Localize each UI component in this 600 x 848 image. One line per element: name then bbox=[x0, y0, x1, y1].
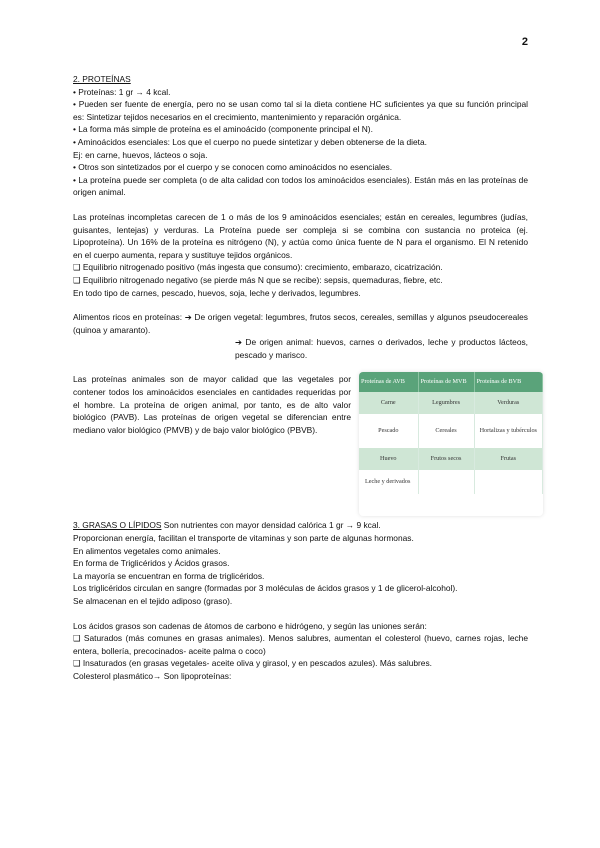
table-cell: Verduras bbox=[474, 392, 542, 414]
table-cell: Legumbres bbox=[418, 392, 474, 414]
document-body bbox=[73, 73, 537, 683]
table-cell: Cereales bbox=[418, 414, 474, 448]
protein-value-table bbox=[359, 372, 543, 494]
list-item-equilibrio-negativo: ❑ Equilibrio nitrogenado negativo (se pierde más N que se recibe): sepsis, quemaduras, fiebre, etc. bbox=[73, 274, 443, 285]
grasas-intro: Son nutrientes con mayor densidad calórica 1 gr → 9 kcal. bbox=[161, 520, 381, 531]
paragraph: • La proteína puede ser completa (o de alta calidad con todos los aminoácidos esenciales). Están más en las proteínas de origen animal. bbox=[73, 174, 528, 198]
table-cell: Hortalizas y tubérculos bbox=[474, 414, 542, 448]
paragraph: Ej: en carne, huevos, lácteos o soja. bbox=[73, 149, 208, 160]
table-cell: Leche y derivados bbox=[359, 470, 418, 494]
table-row bbox=[359, 414, 543, 448]
table-cell: Huevo bbox=[359, 448, 418, 470]
section-proteinas bbox=[73, 73, 537, 509]
table-header: Proteínas de BVB bbox=[474, 372, 542, 392]
list-item-saturados: ❑ Saturados (más comunes en grasas animales). Menos salubres, aumentan el colesterol (huevo, carnes rojas, leche entera, bollería, precocinados- aceite palma o coco) bbox=[73, 633, 528, 656]
paragraph: • Aminoácidos esenciales: Los que el cuerpo no puede sintetizar y deben obtenerse de la dieta. bbox=[73, 136, 427, 147]
table-cell: Frutas bbox=[474, 448, 542, 470]
paragraph-incompletas: Las proteínas incompletas carecen de 1 o más de los 9 aminoácidos esenciales; están en cereales, legumbres (judías, guisantes, lentejas) y verduras. La Proteína puede ser compleja si se combina con sustancia no proteica (ej. Lipoproteína). Un 16% de la proteína es nitrógeno (N), y actúa como única fuente de N para el organismo. El N retenido en el cuerpo aumenta, repara y sustituye tejidos orgánicos. bbox=[73, 211, 528, 260]
table-cell bbox=[418, 470, 474, 494]
paragraph-colesterol: Colesterol plasmático→ Son lipoproteínas: bbox=[73, 671, 232, 681]
table-cell bbox=[474, 470, 542, 494]
calidad-block bbox=[73, 373, 537, 509]
paragraph: • Otros son sintetizados por el cuerpo y se conocen como aminoácidos no esenciales. bbox=[73, 162, 393, 173]
paragraph: Proporcionan energía, facilitan el transporte de vitaminas y son parte de algunas hormonas. bbox=[73, 533, 414, 544]
table-header: Proteínas de MVB bbox=[418, 372, 474, 392]
paragraph: • Pueden ser fuente de energía, pero no se usan como tal si la dieta contiene HC suficientes ya que su función principal es: Sintetizar tejidos necesarios en el crecimiento, mantenimiento y reparación orgánica. bbox=[73, 99, 528, 122]
table-row bbox=[359, 392, 543, 414]
list-item-equilibrio-positivo: ❑ Equilibrio nitrogenado positivo (más ingesta que consumo): crecimiento, embarazo, cicatrización. bbox=[73, 262, 443, 273]
paragraph-calidad: Las proteínas animales son de mayor calidad que las vegetales por contener todos los aminoácidos esenciales en cantidades requeridas por el hombre. La proteína de origen animal, por tanto, es de alto valor biológico (PAVB). Las proteínas de origen vegetal se diferencian entre mediano valor biológico (PMVB) y de bajo valor biológico (PBVB). bbox=[73, 374, 351, 435]
protein-value-table-image bbox=[359, 372, 543, 516]
paragraph-acidos: Los ácidos grasos son cadenas de átomos de carbono e hidrógeno, y según las uniones serán: bbox=[73, 620, 427, 631]
paragraph: • La forma más simple de proteína es el aminoácido (componente principal el N). bbox=[73, 124, 373, 135]
table-row bbox=[359, 448, 543, 470]
table-row bbox=[359, 470, 543, 494]
paragraph: En alimentos vegetales como animales. bbox=[73, 545, 221, 556]
table-cell: Frutos secos bbox=[418, 448, 474, 470]
page-number: 2 bbox=[521, 36, 528, 48]
paragraph: Se almacenan en el tejido adiposo (graso). bbox=[73, 596, 233, 607]
section-title-grasas: 3. GRASAS O LÍPIDOS bbox=[73, 520, 162, 531]
paragraph-alimentos-vegetal: Alimentos ricos en proteínas: ➔ De origen vegetal: legumbres, frutos secos, cereales, semillas y algunos pseudocereales (quinoa y amaranto). bbox=[73, 312, 528, 335]
paragraph: En todo tipo de carnes, pescado, huevos, soja, leche y derivados, legumbres. bbox=[73, 287, 361, 298]
list-item-insaturados: ❑ Insaturados (en grasas vegetales- aceite oliva y girasol, y en pescados azules). Más salubres. bbox=[73, 658, 432, 669]
section-grasas bbox=[73, 519, 528, 682]
table-cell: Pescado bbox=[359, 414, 418, 448]
paragraph: • Proteínas: 1 gr → 4 kcal. bbox=[73, 86, 171, 97]
table-cell: Carne bbox=[359, 392, 418, 414]
section-title-proteinas: 2. PROTEÍNAS bbox=[73, 74, 131, 84]
table-header: Proteínas de AVB bbox=[359, 372, 418, 392]
paragraph: La mayoría se encuentran en forma de triglicéridos. bbox=[73, 570, 265, 581]
paragraph: Los triglicéridos circulan en sangre (formadas por 3 moléculas de ácidos grasos y 1 de glicerol-alcohol). bbox=[73, 583, 458, 594]
paragraph: En forma de Triglicéridos y Ácidos grasos. bbox=[73, 558, 230, 569]
grasas-heading bbox=[73, 519, 528, 532]
paragraph-alimentos-animal: ➔ De origen animal: huevos, carnes o derivados, leche y productos lácteos, pescado y marisco. bbox=[235, 337, 528, 360]
